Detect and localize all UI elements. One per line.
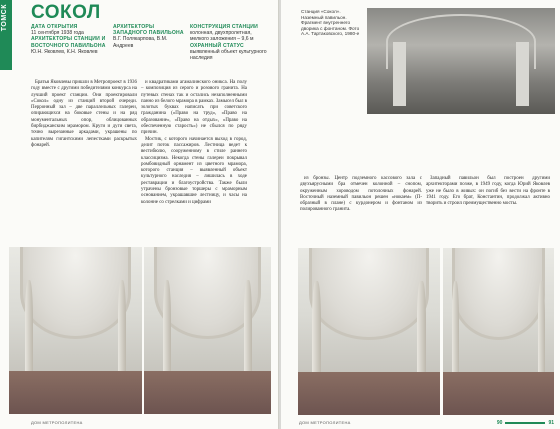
construction-value: колонная, двухпролетная, мелкого заложения – 9,6 м <box>190 30 254 43</box>
footer-right: ДОМ МЕТРОПОЛИТЕНА <box>299 420 351 425</box>
page-number-left: 90 <box>496 420 503 426</box>
status-label: ОХРАННЫЙ СТАТУС <box>190 42 244 49</box>
paragraph: Мостик, с которого начинается выход в город, делит поток пассажиров. Лестница ведет к вестибюлю, сооруженному в стиле раннего классицизма. Некогда стены галереи покрывал ромбовидный орнамент из цветного мрамора, которого станция – выявленный объект культурного наследия – лишилась в ходе реставрации и благоустройства. Также были утрачены бронзовые торшеры с мраморным основанием, украшавшие лестницу, и часы на колонне со стрелками и цифрами <box>141 136 247 205</box>
architects-label: АРХИТЕКТОРЫ СТАНЦИИ И ВОСТОЧНОГО ПАВИЛЬОНА <box>31 36 106 49</box>
station-hall-photo-2 <box>144 247 271 414</box>
section-tab <box>0 0 12 70</box>
meta-west <box>113 24 186 49</box>
west-value: В.Г. Полякарпова, В.М. Андреев <box>113 36 168 49</box>
west-label: АРХИТЕКТОРЫ ЗАПАДНОГО ПАВИЛЬОНА <box>113 24 184 37</box>
opening-value: 11 сентября 1938 года <box>31 30 84 37</box>
body-column-2 <box>141 80 247 206</box>
paragraph: Братья Яковлевы пришли в Метропроект в 1936 году вместе с другими победителями конкурса на лучший проект станции. Они проектировали «Сокол» одну из станций второй очереди. Перронный зал – две параллельных галереи, опирающихся на боковые стены и на ряд монументальных опор, облицованных бирбиджанским мрамором. Круги и дуги света, точно вырезанные аркадами, украшены по капителям гигантскими лепестками раскрытых фонарей. <box>31 80 137 148</box>
right-page <box>281 0 560 429</box>
section-tab-label: ТОМСК <box>1 4 8 32</box>
vault-photo <box>443 248 554 415</box>
photo-caption: Станция «Сокол». Наземный павильон. Фрагмент внутреннего дворика с фонтаном. Фото А.А. Тартаковского, 1980-е <box>301 9 360 37</box>
page-number-right: 91 <box>548 420 554 426</box>
paragraph: Западный павильон был построен другими архитекторами позже, в 1949 году, когда Юрий Яковлев уже не было в живых: он погиб без вести на фронте в 1941 году. Его брат, Константин, продолжал активно творить и строил преимущественно мосты. <box>426 176 550 207</box>
status-value: выявленный объект культурного наследия <box>190 48 267 62</box>
body-column-4 <box>426 176 550 207</box>
historic-photo <box>367 8 555 114</box>
page-numbers <box>497 420 554 426</box>
article-title: СОКОЛ <box>31 2 101 23</box>
station-hall-photo <box>9 247 142 414</box>
paragraph: и квадратиками агамалинского оникса. На полу – композиция из серого и розового гранита. На путевых стенах так и остались незаполненными панно из белого мрамора в рамках. Замысел был в золотых буквах написать при советского гражданина («Право на труд», «Право на образование», «Право на отдых», «Право на обеспеченную старость») не сбылся по ряду причин. <box>141 80 248 136</box>
platform-photo <box>298 248 440 415</box>
paragraph: из бронзы. Центр подземного кассового зала с двухъярусными бра отмечен колонной – снопом, окруженным хороводом потолочных фонарей. Восточный наземный павильон решен «нокаем» (П-образный в плане) с курдонером и фонтаном из полированного гранита. <box>300 176 422 213</box>
left-page <box>0 0 279 429</box>
meta-construction <box>190 24 270 61</box>
footer-left: ДОМ МЕТРОПОЛИТЕНА <box>31 420 83 425</box>
body-column-3 <box>300 176 422 214</box>
construction-label: КОНСТРУКЦИЯ СТАНЦИИ <box>190 24 259 30</box>
architects-value: Ю.Н. Яковлев, К.Н. Яковлев <box>31 48 98 55</box>
opening-label: ДАТА ОТКРЫТИЯ <box>31 24 78 30</box>
body-column-1 <box>31 80 137 149</box>
meta-opening <box>31 24 109 55</box>
